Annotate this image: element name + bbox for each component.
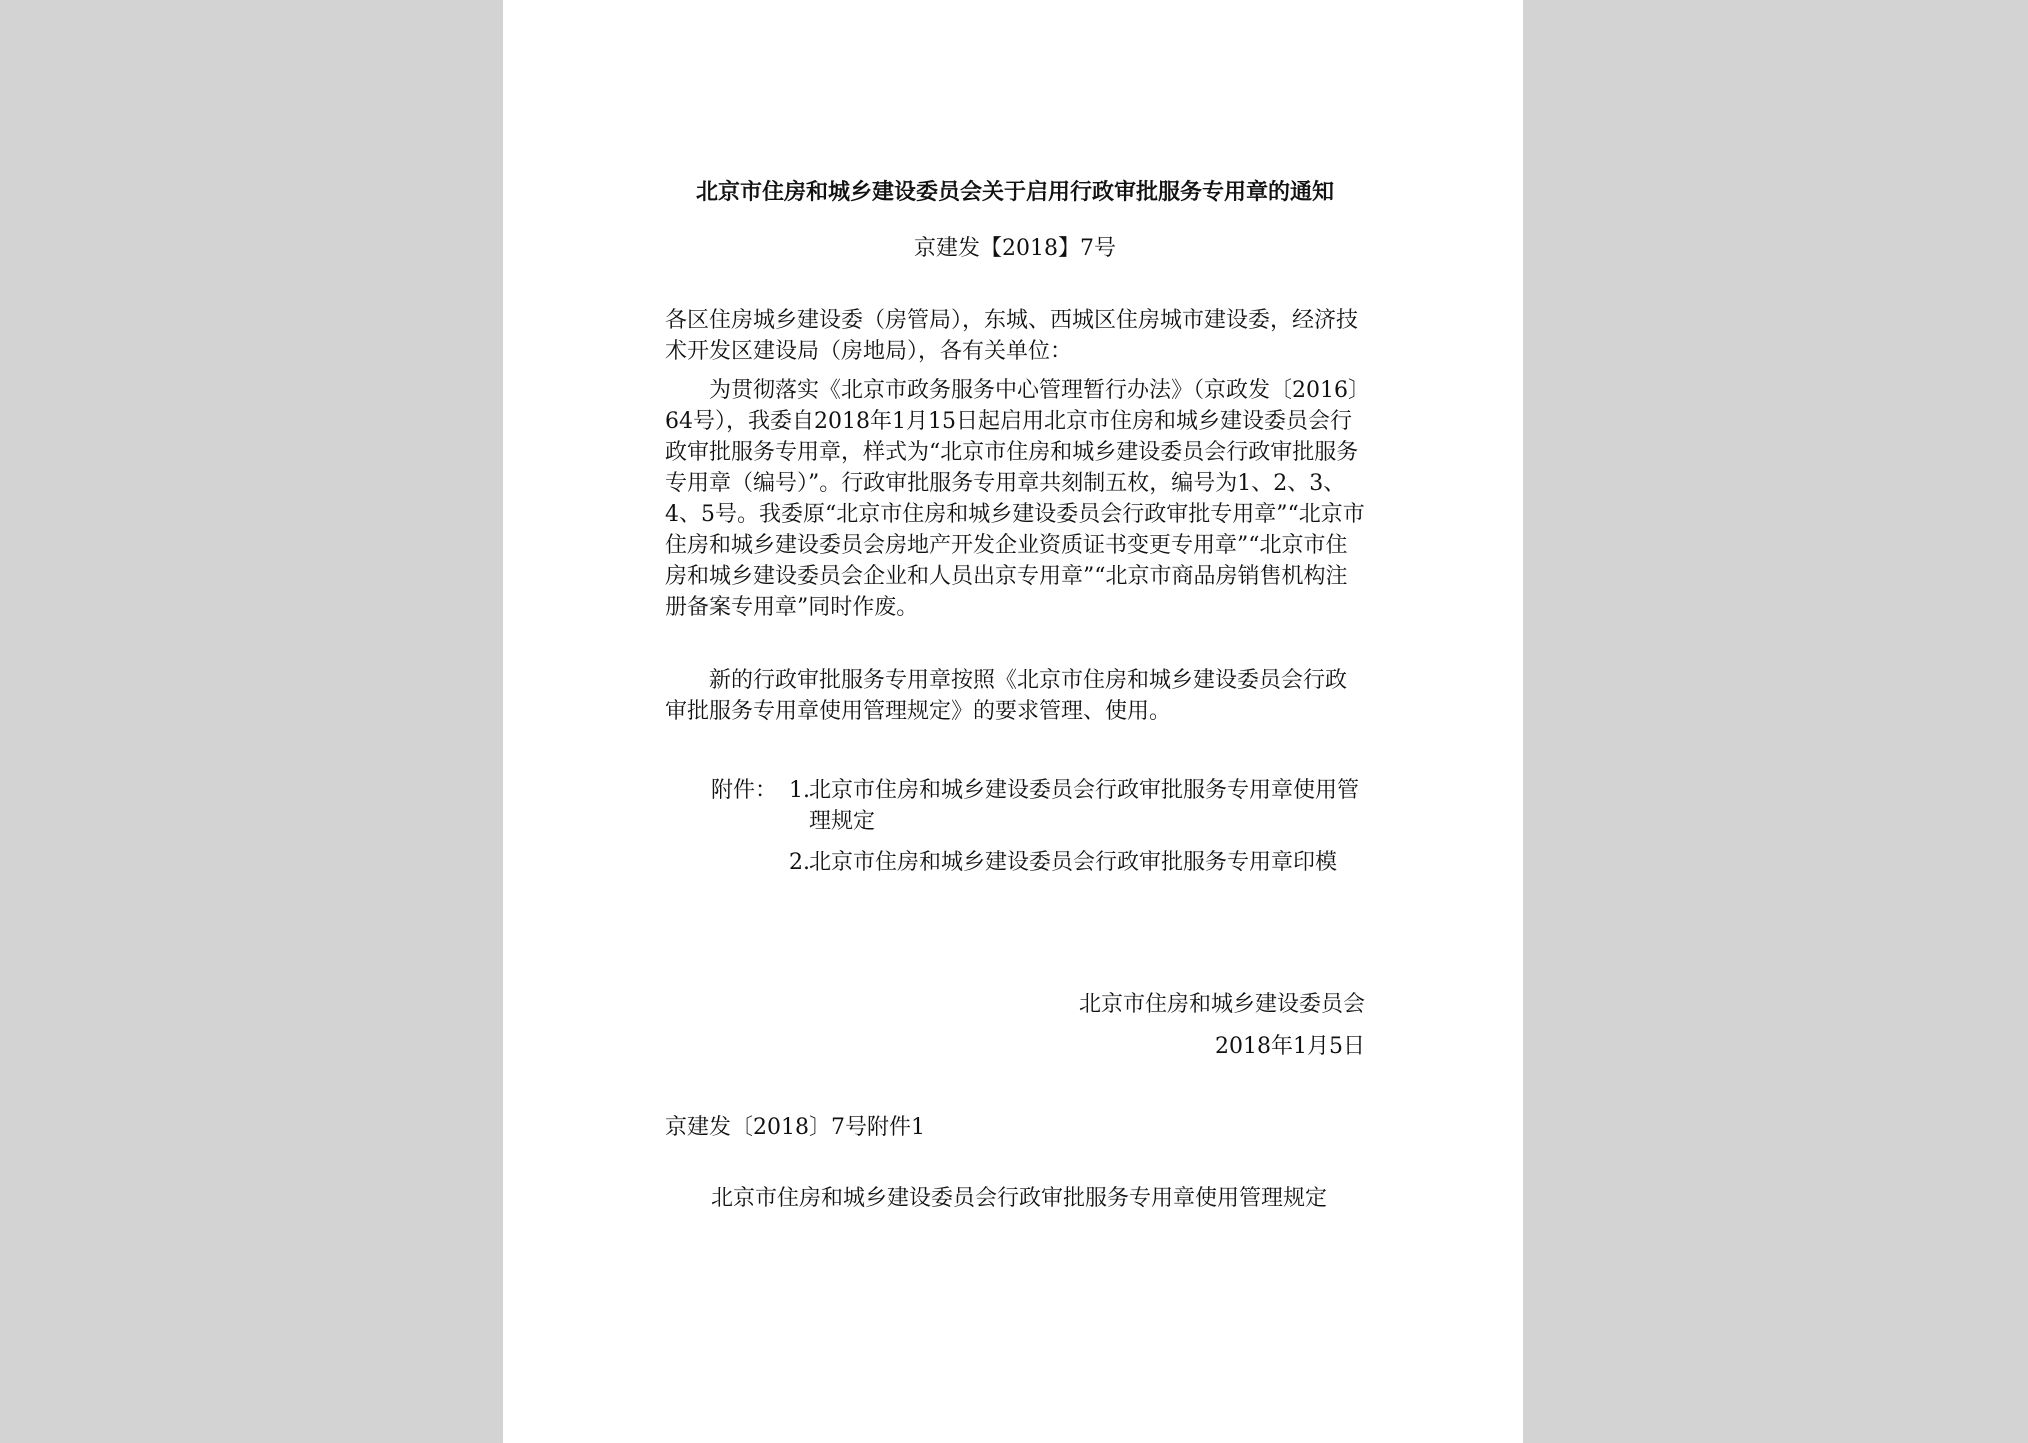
document-title: 北京市住房和城乡建设委员会关于启用行政审批服务专用章的通知 (695, 179, 1334, 205)
annex-number: 京建发〔2018〕7号附件1 (665, 1115, 925, 1140)
body-paragraph-1: 为贯彻落实《北京市政务服务中心管理暂行办法》（京政发〔2016〕64号），我委自2018年1月15日起启用北京市住房和城乡建设委员会行政审批服务专用章，样式为“北京市住房和城乡建设委员会行政审批服务专用章（编号）”。行政审批服务专用章共刻制五枚，编号为1、2、3、4、5号。我委原“北京市住房和城乡建设委员会行政审批专用章”“北京市住房和城乡建设委员会房地产开发企业资质证书变更专用章”“北京市住房和城乡建设委员会企业和人员出京专用章”“北京市商品房销售机构注册备案专用章”同时作废。 (665, 378, 1365, 620)
attachments-label-spacer (665, 847, 789, 878)
signature-organization: 北京市住房和城乡建设委员会 (1078, 992, 1365, 1017)
attachment-title: 北京市住房和城乡建设委员会行政审批服务专用章使用管理规定 (809, 778, 1360, 834)
attachment-number: 2. (789, 850, 810, 875)
attachment-number: 1. (789, 778, 810, 803)
signature-date: 2018年1月5日 (1215, 1034, 1365, 1059)
document-number: 京建发【2018】7号 (914, 236, 1116, 261)
attachment-item (665, 847, 1365, 878)
body-paragraph-2: 新的行政审批服务专用章按照《北京市住房和城乡建设委员会行政审批服务专用章使用管理规定》的要求管理、使用。 (665, 668, 1348, 724)
annex-title: 北京市住房和城乡建设委员会行政审批服务专用章使用管理规定 (711, 1186, 1328, 1211)
document-page (503, 0, 1523, 1443)
addressee-text: 各区住房城乡建设委（房管局），东城、西城区住房城市建设委，经济技术开发区建设局（房地局），各有关单位： (665, 308, 1359, 364)
attachments-list (665, 775, 1365, 888)
attachments-label: 附件： (711, 778, 778, 803)
attachment-item (665, 775, 1365, 837)
attachment-title: 北京市住房和城乡建设委员会行政审批服务专用章印模 (809, 850, 1338, 875)
